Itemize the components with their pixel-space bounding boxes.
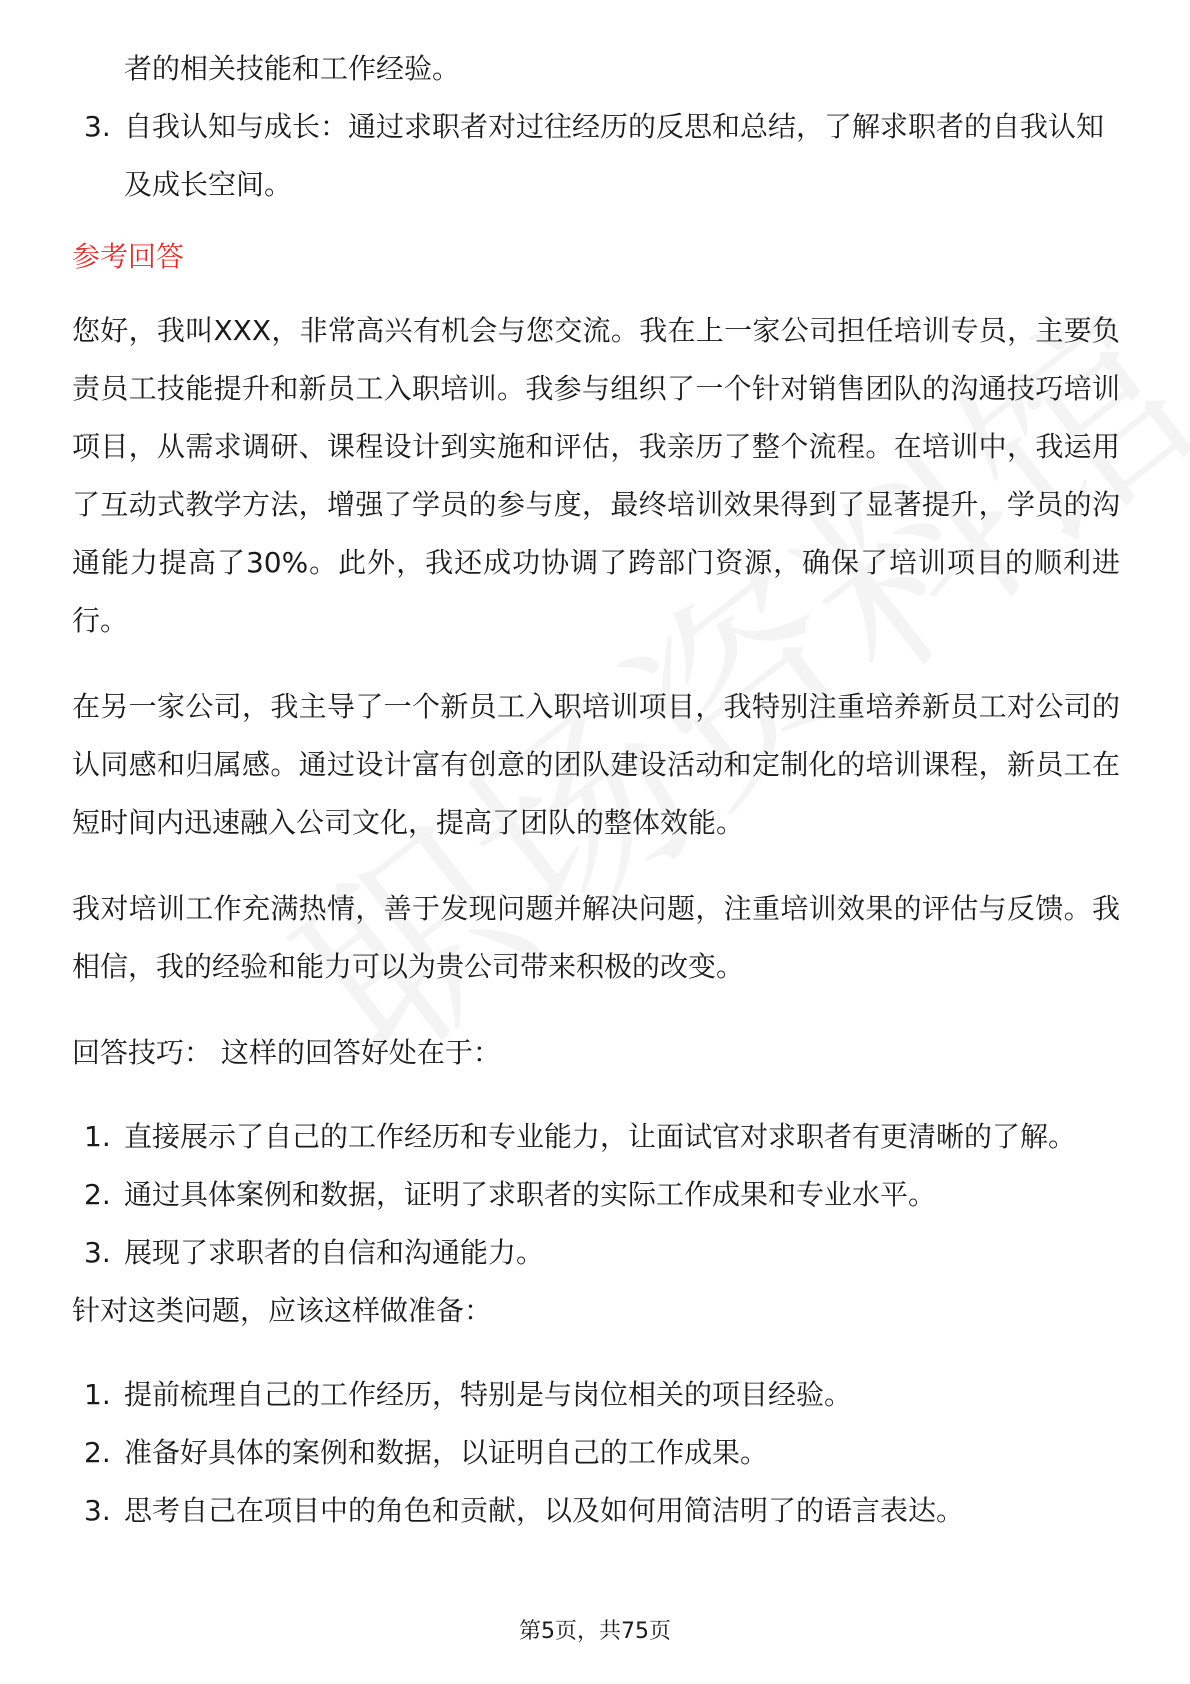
list-item	[72, 1482, 1120, 1540]
list-item	[72, 1166, 1120, 1224]
list-text: 思考自己在项目中的角色和贡献，以及如何用简洁明了的语言表达。	[124, 1494, 965, 1527]
list-item	[72, 1424, 1120, 1482]
list-item	[72, 98, 1120, 214]
preparation-heading: 针对这类问题，应该这样做准备：	[72, 1294, 493, 1327]
list-text: 通过具体案例和数据，证明了求职者的实际工作成果和专业水平。	[124, 1178, 937, 1211]
answer-paragraph-3: 我对培训工作充满热情，善于发现问题并解决问题，注重培训效果的评估与反馈。我相信，我的经验和能力可以为贵公司带来积极的改变。	[72, 892, 1120, 983]
list-number: 1.	[84, 1378, 111, 1411]
list-number: 3.	[84, 1236, 111, 1269]
list-text: 自我认知与成长：通过求职者对过往经历的反思和总结，了解求职者的自我认知及成长空间。	[124, 110, 1105, 201]
list-number: 1.	[84, 1120, 111, 1153]
list-text: 直接展示了自己的工作经历和专业能力，让面试官对求职者有更清晰的了解。	[124, 1120, 1077, 1153]
tips-list	[72, 1108, 1120, 1282]
continued-line: 者的相关技能和工作经验。	[124, 52, 461, 85]
list-item	[72, 1224, 1120, 1282]
list-number: 3.	[84, 110, 111, 143]
reference-answer-title: 参考回答	[72, 240, 185, 273]
list-number: 2.	[84, 1178, 111, 1211]
tips-heading: 回答技巧： 这样的回答好处在于：	[72, 1036, 501, 1069]
answer-paragraph-1: 您好，我叫XXX，非常高兴有机会与您交流。我在上一家公司担任培训专员，主要负责员工技能提升和新员工入职培训。我参与组织了一个针对销售团队的沟通技巧培训项目，从需求调研、课程设计到实施和评估，我亲历了整个流程。在培训中，我运用了互动式教学方法，增强了学员的参与度，最终培训效果得到了显著提升，学员的沟通能力提高了30%。此外，我还成功协调了跨部门资源，确保了培训项目的顺利进行。	[72, 314, 1120, 637]
intro-list	[72, 98, 1120, 214]
list-text: 准备好具体的案例和数据，以证明自己的工作成果。	[124, 1436, 769, 1469]
preparation-list	[72, 1366, 1120, 1540]
list-item	[72, 1108, 1120, 1166]
answer-paragraph-2: 在另一家公司，我主导了一个新员工入职培训项目，我特别注重培养新员工对公司的认同感和归属感。通过设计富有创意的团队建设活动和定制化的培训课程，新员工在短时间内迅速融入公司文化，提高了团队的整体效能。	[72, 690, 1120, 839]
list-number: 3.	[84, 1494, 111, 1527]
page-content	[72, 40, 1120, 1540]
list-text: 展现了求职者的自信和沟通能力。	[124, 1236, 545, 1269]
list-number: 2.	[84, 1436, 111, 1469]
list-text: 提前梳理自己的工作经历，特别是与岗位相关的项目经验。	[124, 1378, 853, 1411]
list-item	[72, 1366, 1120, 1424]
page-footer: 第5页，共75页	[519, 1619, 671, 1644]
